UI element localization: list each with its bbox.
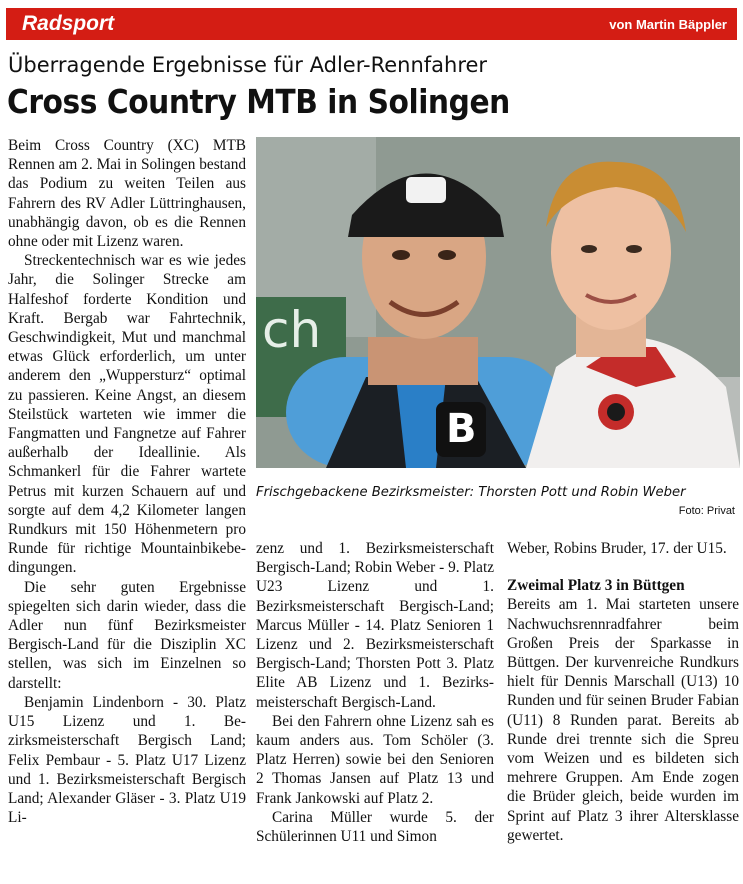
paragraph: Weber, Robins Bruder, 17. der U15. (507, 540, 727, 557)
paragraph: zenz und 1. Bezirksmeisterschaft Bergisch-Land; Robin Weber - 9. Platz U23 Lizenz und 1. Bezirksmeisterschaft Bergisch-Land; Marcus Müller - 14. Platz Senioren 1 Lizenz und 2. Bezirksmeisterschaft Bergisch-Land; Thorsten Pott 3. Platz Elite AB Lizenz und 1. Bezirksmeisterschaft Bergisch-Land. (256, 540, 494, 711)
body-column-1 (8, 136, 246, 827)
paragraph: Carina Müller wurde 5. der Schülerinnen U11 und Simon (256, 808, 494, 846)
article-kicker: Überragende Ergebnisse für Adler-Rennfahrer (8, 53, 488, 77)
svg-text:ch: ch (262, 301, 322, 359)
paragraph: Beim Cross Country (XC) MTB Rennen am 2. Mai in Solingen bestand das Podium zu weiten Teilen aus Fahrern des RV Adler Lüttringhausen, unabhängig davon, ob es die Rennen ohne oder mit Lizenz waren. (8, 137, 246, 251)
svg-text:B: B (446, 406, 477, 452)
photo-credit: Foto: Privat (678, 505, 735, 517)
paragraph: Benjamin Lindenborn - 30. Platz U15 Lizenz und 1. Bezirksmeisterschaft Bergisch Land; Felix Pembaur - 5. Platz U17 Lizenz und 1. Bezirksmeisterschaft Bergisch Land; Alexander Gläser - 3. Platz U19 Li- (8, 693, 246, 827)
paragraph: Bereits am 1. Mai starteten unsere Nachwuchsrennradfahrer beim Großen Preis der Sparkasse in Büttgen. Der kurvenreiche Rundkurs hielt für Dennis Marschall (U13) 10 Runden und für seinen Bruder Fabian (U11) 8 Runden parat. Bereits ab Runde drei trennte sich die Spreu vom Weizen und es bildeten sich mehrere Gruppen. Am Ende zogen die Brüder gleich, beide wurden im Sprint auf Platz 3 ihrer Altersklasse gewertet. (507, 596, 739, 844)
paragraph: Die sehr guten Ergebnisse spiegelten sich darin wieder, dass die Adler nun fünf Bezirksmeister Bergisch-Land für die Disziplin XC stellen, was sich im Einzelnen so darstellt: (8, 578, 246, 692)
section-subheading: Zweimal Platz 3 in Büttgen (507, 577, 685, 595)
photo-caption: Frischgebackene Bezirksmeister: Thorsten Pott und Robin Weber (256, 485, 686, 500)
article-photo (256, 137, 740, 468)
article-headline: Cross Country MTB in Solingen (7, 82, 510, 121)
author-byline: von Martin Bäppler (609, 17, 727, 32)
body-column-2 (256, 539, 494, 846)
body-column-3 (507, 539, 739, 845)
paragraph: Bei den Fahrern ohne Lizenz sah es kaum anders aus. Tom Schöler (3. Platz Herren) sowie bei den Senioren 2 Thomas Jansen auf Platz 13 und Frank Jankowski auf Platz 2. (256, 712, 494, 807)
section-name: Radsport (22, 12, 115, 35)
section-header-bar (6, 8, 737, 40)
paragraph: Streckentechnisch war es wie jedes Jahr, die Solinger Strecke am Halfeshof forderte Kondition und Kraft. Bergab war Fahrtechnik, Geschwindigkeit, Mut und manchmal etwas Glück erforderlich, um unter anderem den „Wuppersturz“ optimal zu passieren. Keine Angst, an diesem Steilstück warteten wie immer die Fangmatten und Fangnetze auf Fahrer außerhalb der Ideallinie. Als Schmankerl für die Fahrer wartete Petrus mit kurzen Schauern auf und sorgte auf dem 4,2 Kilometer langen Rundkurs mit 150 Höhenmetern pro Runde für richtige Mountainbikebedingungen. (8, 252, 246, 577)
